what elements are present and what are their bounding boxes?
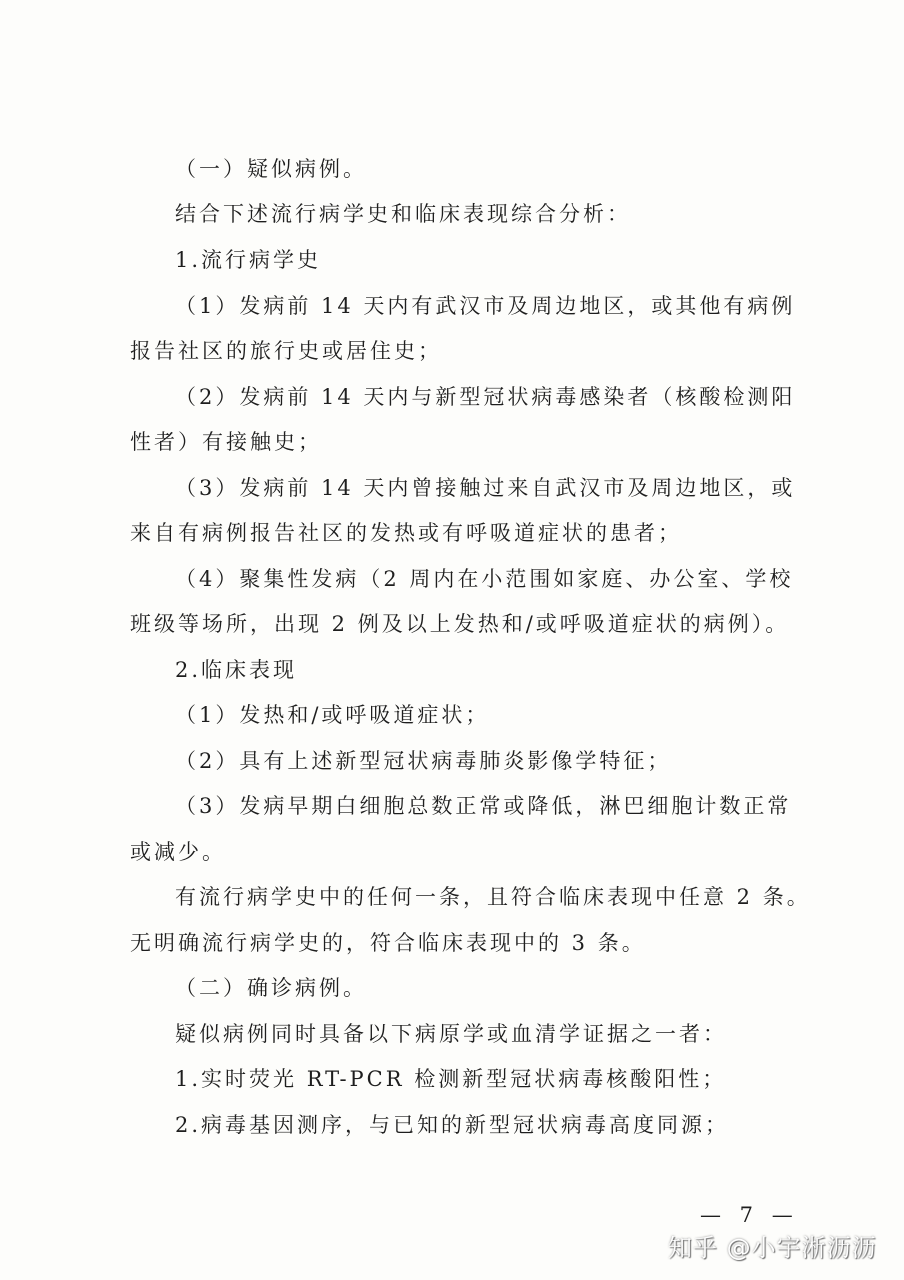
paragraph-line: 2.病毒基因测序，与已知的新型冠状病毒高度同源； [175, 1113, 730, 1137]
paragraph-line: 班级等场所，出现 2 例及以上发热和/或呼吸道症状的病例）。 [130, 612, 790, 636]
subheading-clinical: 2.临床表现 [175, 658, 298, 682]
paragraph-line: 1.实时荧光 RT-PCR 检测新型冠状病毒核酸阳性； [175, 1067, 727, 1091]
paragraph-line: （1）发病前 14 天内有武汉市及周边地区，或其他有病例 [175, 294, 796, 318]
paragraph-line: 疑似病例同时具备以下病原学或血清学证据之一者： [175, 1022, 727, 1046]
paragraph-line: （2）具有上述新型冠状病毒肺炎影像学特征； [175, 749, 672, 773]
paragraph-line: 或减少。 [130, 840, 226, 864]
section-heading-confirmed: （二）确诊病例。 [175, 976, 367, 1000]
paragraph-line: （3）发病早期白细胞总数正常或降低，淋巴细胞计数正常 [175, 794, 792, 818]
paragraph-line: 性者）有接触史； [130, 430, 322, 454]
subheading-epidemiology: 1.流行病学史 [175, 248, 322, 272]
page-number: — 7 — [700, 1203, 799, 1227]
paragraph-line: 报告社区的旅行史或居住史； [130, 339, 442, 363]
paragraph-line: 结合下述流行病学史和临床表现综合分析： [175, 202, 631, 226]
paragraph-line: 来自有病例报告社区的发热或有呼吸道症状的患者； [130, 521, 682, 545]
paragraph-line: （2）发病前 14 天内与新型冠状病毒感染者（核酸检测阳 [175, 385, 796, 409]
paragraph-line: （4）聚集性发病（2 周内在小范围如家庭、办公室、学校 [175, 567, 794, 591]
paragraph-line: （1）发热和/或呼吸道症状； [175, 703, 490, 727]
paragraph-line: 无明确流行病学史的，符合临床表现中的 3 条。 [130, 931, 646, 955]
paragraph-line: 有流行病学史中的任何一条，且符合临床表现中任意 2 条。 [175, 885, 811, 909]
paragraph-line: （3）发病前 14 天内曾接触过来自武汉市及周边地区，或 [175, 476, 796, 500]
watermark: 知乎 @小宇淅沥沥 [668, 1234, 877, 1262]
section-heading-suspected: （一）疑似病例。 [175, 157, 367, 181]
